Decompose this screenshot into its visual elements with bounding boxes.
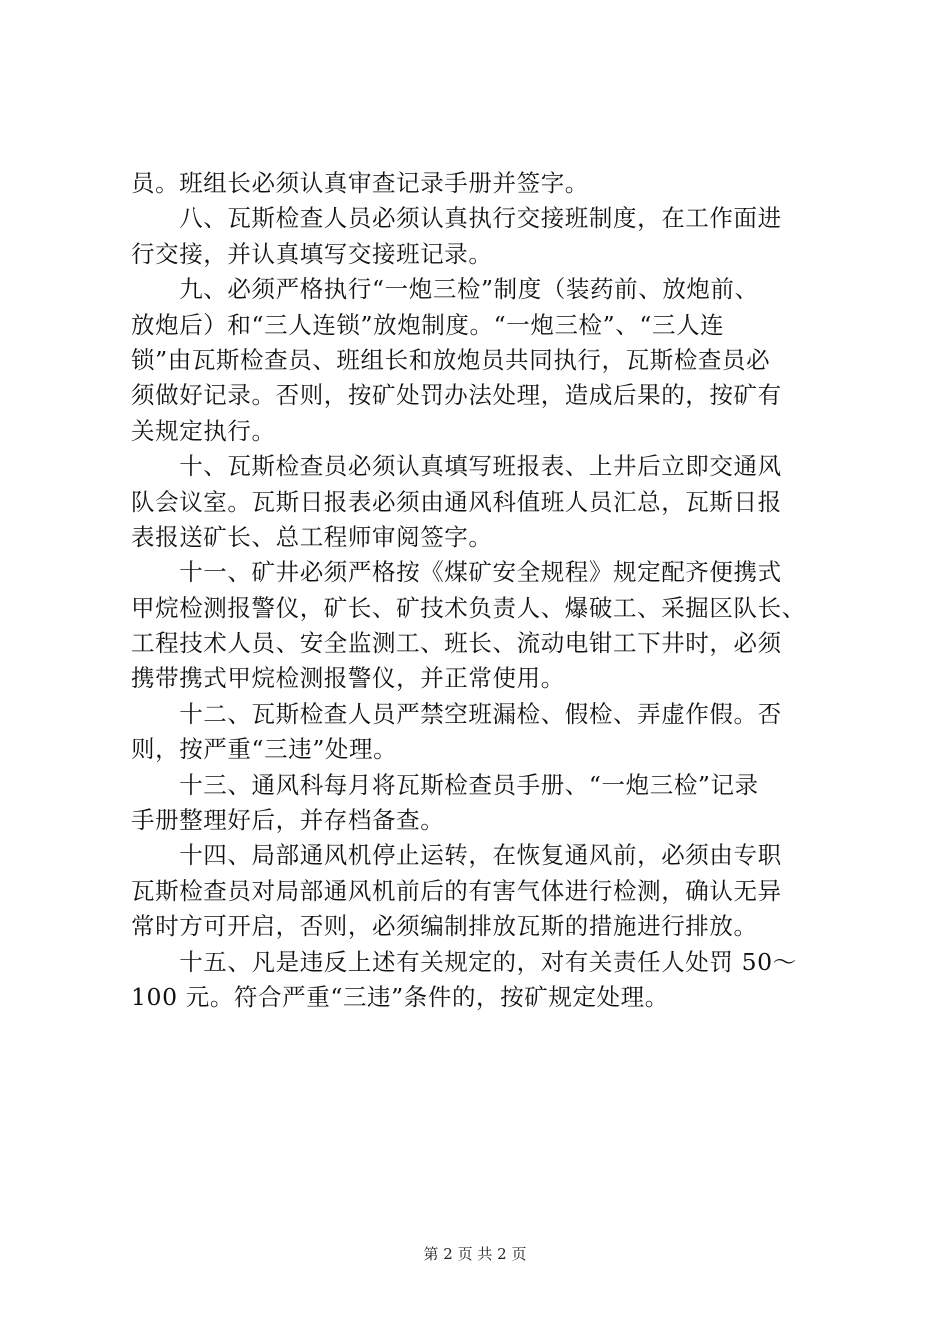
text-line: 须做好记录。否则，按矿处罚办法处理，造成后果的，按矿有	[131, 381, 782, 410]
body-text	[131, 166, 831, 1015]
text-line: 100 元。符合严重“三违”条件的，按矿规定处理。	[131, 982, 669, 1011]
text-line: 十、瓦斯检查员必须认真填写班报表、上井后立即交通风	[131, 452, 782, 481]
text-line: 则，按严重“三违”处理。	[131, 735, 398, 764]
text-line: 放炮后）和“三人连锁”放炮制度。“一炮三检”、“三人连	[131, 310, 725, 339]
text-line: 手册整理好后，并存档备查。	[131, 806, 445, 835]
text-line: 常时方可开启，否则，必须编制排放瓦斯的措施进行排放。	[131, 912, 758, 941]
text-line: 表报送矿长、总工程师审阅签字。	[131, 522, 493, 551]
text-line: 九、必须严格执行“一炮三检”制度（装药前、放炮前、	[131, 275, 759, 304]
text-line: 锁”由瓦斯检查员、班组长和放炮员共同执行，瓦斯检查员必	[131, 345, 771, 374]
text-line: 携带携式甲烷检测报警仪，并正常使用。	[131, 664, 565, 693]
text-line: 十二、瓦斯检查人员严禁空班漏检、假检、弄虚作假。否	[131, 699, 782, 728]
text-line: 十三、通风科每月将瓦斯检查员手册、“一炮三检”记录	[131, 770, 759, 799]
text-line: 员。班组长必须认真审查记录手册并签字。	[131, 169, 589, 197]
text-line: 瓦斯检查员对局部通风机前后的有害气体进行检测，确认无异	[131, 876, 782, 905]
text-line: 行交接，并认真填写交接班记录。	[131, 239, 493, 268]
text-line: 十四、局部通风机停止运转，在恢复通风前，必须由专职	[131, 841, 782, 870]
text-line: 十一、矿井必须严格按《煤矿安全规程》规定配齐便携式	[131, 558, 782, 587]
text-line: 工程技术人员、安全监测工、班长、流动电钳工下井时，必须	[131, 629, 782, 658]
text-line: 甲烷检测报警仪，矿长、矿技术负责人、爆破工、采掘区队长、	[131, 593, 806, 622]
text-line: 八、瓦斯检查人员必须认真执行交接班制度，在工作面进	[131, 204, 782, 233]
text-line: 队会议室。瓦斯日报表必须由通风科值班人员汇总，瓦斯日报	[131, 487, 782, 516]
text-line: 十五、凡是违反上述有关规定的，对有关责任人处罚 50～	[131, 947, 797, 976]
page-footer: 第 2 页 共 2 页	[423, 1245, 527, 1263]
text-line: 关规定执行。	[131, 416, 276, 445]
